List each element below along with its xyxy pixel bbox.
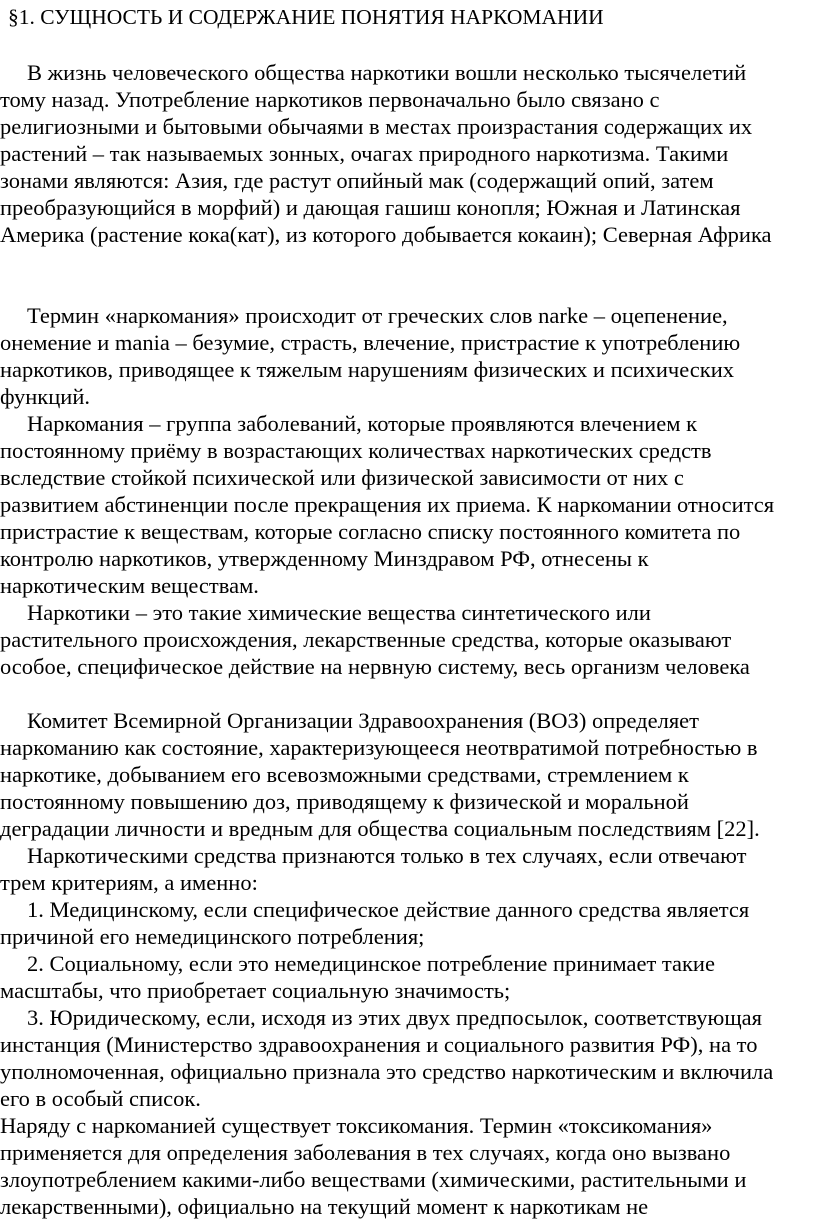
paragraph-line: тому назад. Употребление наркотиков первоначально было связано с bbox=[0, 87, 660, 112]
paragraph-line: уполномоченная, официально признала это средство наркотическим и включила bbox=[0, 1059, 774, 1084]
paragraph-line: контролю наркотиков, утвержденному Минздравом РФ, отнесены к bbox=[0, 546, 649, 571]
paragraph-line: лекарственными), официально на текущий момент к наркотикам не bbox=[0, 1194, 649, 1219]
paragraph-line: Комитет Всемирной Организации Здравоохранения (ВОЗ) определяет bbox=[27, 708, 700, 733]
paragraph-line: Наркотики – это такие химические вещества синтетического или bbox=[27, 600, 651, 625]
paragraph-line: постоянному приёму в возрастающих количествах наркотических средств bbox=[0, 438, 712, 463]
paragraph-line: Термин «наркомания» происходит от греческих слов narke – оцепенение, bbox=[27, 303, 728, 328]
paragraph-line: наркотике, добыванием его всевозможными средствами, стремлением к bbox=[0, 762, 689, 787]
list-item-1: 1. Медицинскому, если специфическое действие данного средства является bbox=[27, 897, 750, 922]
section-title: §1. СУЩНОСТЬ И СОДЕРЖАНИЕ ПОНЯТИЯ НАРКОМАНИИ bbox=[8, 5, 604, 29]
paragraph-line: онемение и mania – безумие, страсть, влечение, пристрастие к употреблению bbox=[0, 330, 741, 355]
paragraph-line: Америка (растение кока(кат), из которого добывается кокаин); Северная Африка bbox=[0, 222, 772, 247]
paragraph-line: растительного происхождения, лекарственные средства, которые оказывают bbox=[0, 627, 732, 652]
paragraph-line: инстанция (Министерство здравоохранения и социального развития РФ), на то bbox=[0, 1032, 758, 1057]
paragraph-line: причиной его немедицинского потребления; bbox=[0, 924, 425, 949]
paragraph-line: наркотиков, приводящее к тяжелым нарушениям физических и психических bbox=[0, 357, 734, 382]
paragraph-line: наркотическим веществам. bbox=[0, 573, 259, 598]
list-item-3: 3. Юридическому, если, исходя из этих двух предпосылок, соответствующая bbox=[27, 1005, 762, 1030]
paragraph-line: его в особый список. bbox=[0, 1086, 201, 1111]
paragraph-line: зонами являются: Азия, где растут опийный мак (содержащий опий, затем bbox=[0, 168, 714, 193]
paragraph-line: религиозными и бытовыми обычаями в местах произрастания содержащих их bbox=[0, 114, 753, 139]
paragraph-line: деградации личности и вредным для общества социальным последствиям [22]. bbox=[0, 816, 760, 841]
paragraph-line: Наряду с наркоманией существует токсикомания. Термин «токсикомания» bbox=[0, 1113, 713, 1138]
paragraph-line: Наркомания – группа заболеваний, которые проявляются влечением к bbox=[27, 411, 698, 436]
paragraph-line: пристрастие к веществам, которые согласно списку постоянного комитета по bbox=[0, 519, 741, 544]
paragraph-line: преобразующийся в морфий) и дающая гашиш конопля; Южная и Латинская bbox=[0, 195, 741, 220]
paragraph-line: постоянному повышению доз, приводящему к физической и моральной bbox=[0, 789, 689, 814]
paragraph-line: Наркотическими средства признаются только в тех случаях, если отвечают bbox=[27, 843, 747, 868]
list-item-2: 2. Социальному, если это немедицинское потребление принимает такие bbox=[27, 951, 715, 976]
paragraph-line: наркоманию как состояние, характеризующееся неотвратимой потребностью в bbox=[0, 735, 758, 760]
paragraph-line: растений – так называемых зонных, очагах природного наркотизма. Такими bbox=[0, 141, 729, 166]
paragraph-line: развитием абстиненции после прекращения их приема. К наркомании относится bbox=[0, 492, 775, 517]
paragraph-line: вследствие стойкой психической или физической зависимости от них с bbox=[0, 465, 684, 490]
paragraph-line: масштабы, что приобретает социальную значимость; bbox=[0, 978, 511, 1003]
paragraph-line: функций. bbox=[0, 384, 90, 409]
paragraph-line: трем критериям, а именно: bbox=[0, 870, 258, 895]
paragraph-line: особое, специфическое действие на нервную систему, весь организм человека bbox=[0, 654, 750, 679]
paragraph-line: применяется для определения заболевания в тех случаях, когда оно вызвано bbox=[0, 1140, 731, 1165]
paragraph-line: злоупотреблением какими-либо веществами (химическими, растительными и bbox=[0, 1167, 747, 1192]
paragraph-line: В жизнь человеческого общества наркотики вошли несколько тысячелетий bbox=[27, 60, 747, 85]
